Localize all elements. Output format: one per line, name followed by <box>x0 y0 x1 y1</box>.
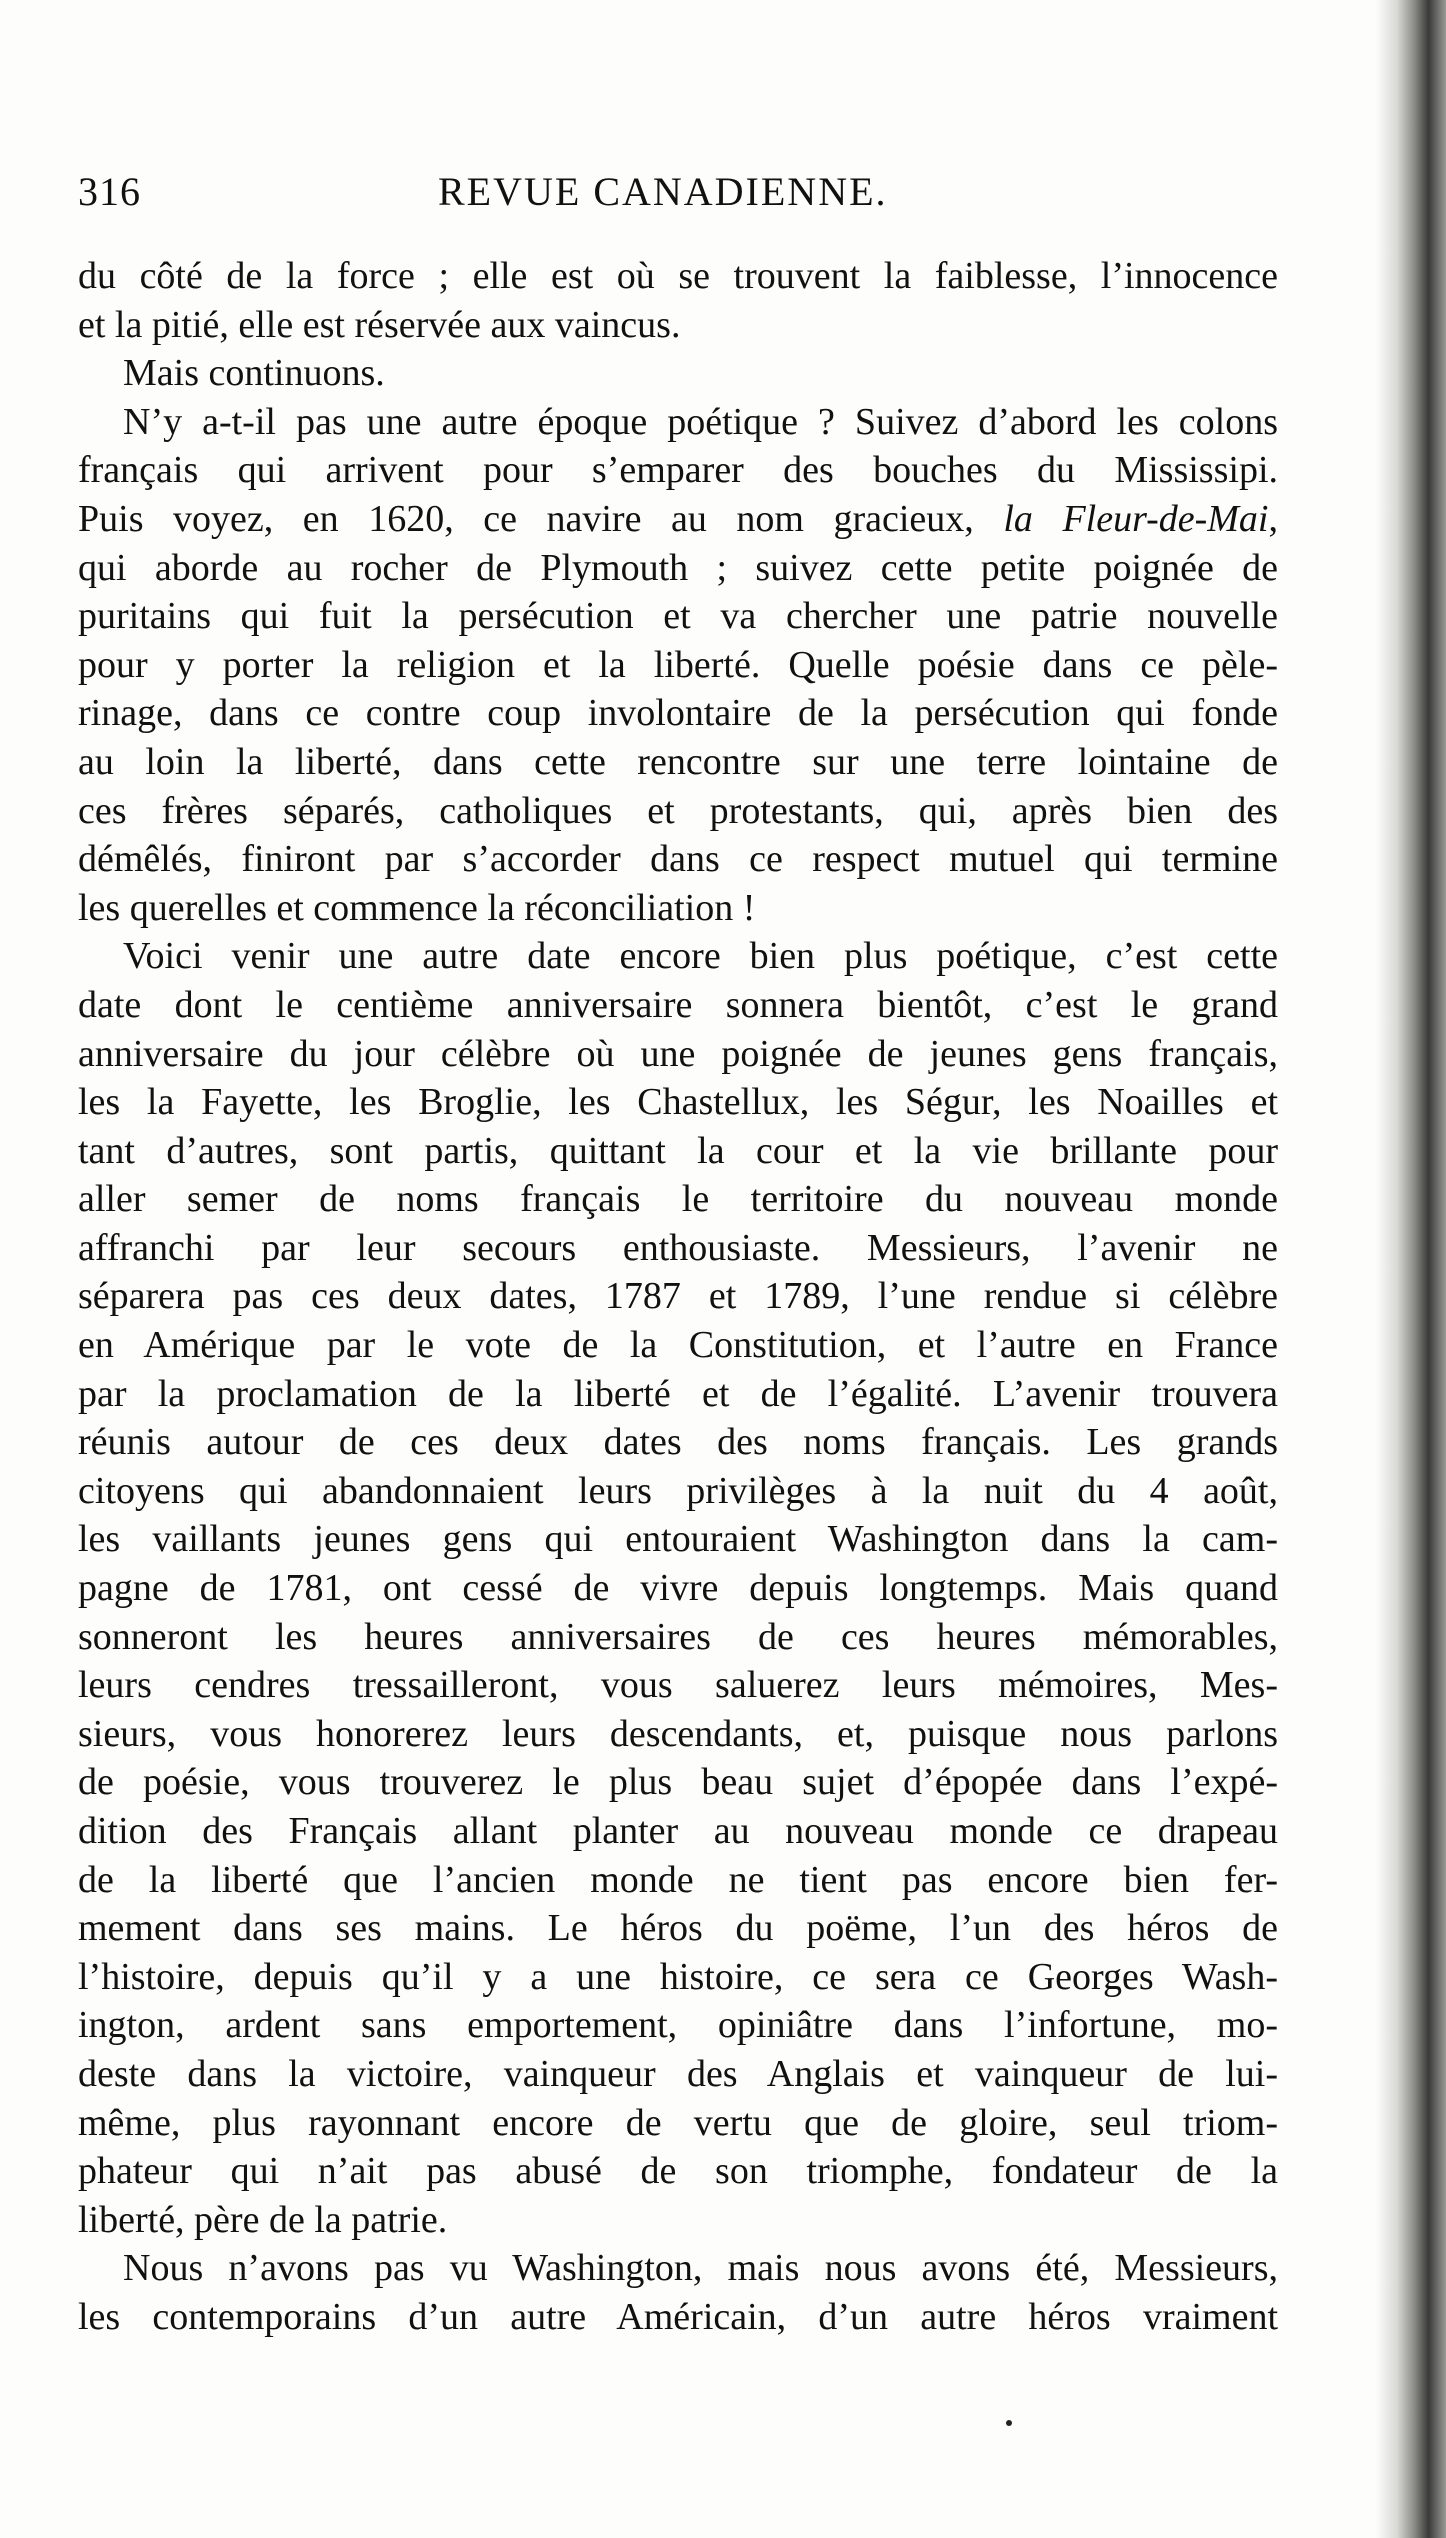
text-line: les la Fayette, les Broglie, les Chastellux, les Ségur, les Noailles et <box>78 1081 1278 1124</box>
running-title: REVUE CANADIENNE. <box>438 169 888 214</box>
text-line: l’histoire, depuis qu’il y a une histoire, ce sera ce Georges Wash- <box>78 1955 1278 1998</box>
text-line: sieurs, vous honorerez leurs descendants, et, puisque nous parlons <box>78 1712 1278 1755</box>
text-line: puritains qui fuit la persécution et va chercher une patrie nouvelle <box>78 595 1278 638</box>
text-line: réunis autour de ces deux dates des noms français. Les grands <box>78 1421 1278 1464</box>
text-line: pagne de 1781, ont cessé de vivre depuis longtemps. Mais quand <box>78 1567 1278 1610</box>
text-line: citoyens qui abandonnaient leurs privilèges à la nuit du 4 août, <box>78 1469 1278 1512</box>
text-line: les contemporains d’un autre Américain, d’un autre héros vraiment <box>78 2295 1278 2338</box>
ink-speck <box>1006 2420 1012 2426</box>
text-line: aller semer de noms français le territoire du nouveau monde <box>78 1178 1278 1221</box>
text-line: qui aborde au rocher de Plymouth ; suivez cette petite poignée de <box>78 546 1278 589</box>
text-line: date dont le centième anniversaire sonnera bientôt, c’est le grand <box>78 983 1278 1026</box>
text-line: dition des Français allant planter au nouveau monde ce drapeau <box>78 1810 1278 1852</box>
text-line: leurs cendres tressailleront, vous saluerez leurs mémoires, Mes- <box>78 1664 1278 1707</box>
text-line: mement dans ses mains. Le héros du poëme, l’un des héros de <box>78 1907 1278 1950</box>
page-number: 316 <box>78 169 141 214</box>
text-line: par la proclamation de la liberté et de l’égalité. L’avenir trouvera <box>78 1372 1278 1415</box>
body-text <box>78 252 1278 2342</box>
text-line: liberté, père de la patrie. <box>78 2198 448 2241</box>
text-line: même, plus rayonnant encore de vertu que de gloire, seul triom- <box>78 2101 1278 2144</box>
text-line: les querelles et commence la réconciliation ! <box>78 886 756 929</box>
text-line: séparera pas ces deux dates, 1787 et 1789, l’une rendue si célèbre <box>78 1275 1278 1318</box>
text-line: Mais continuons. <box>123 352 385 395</box>
text-line: sonneront les heures anniversaires de ces heures mémorables, <box>78 1615 1278 1658</box>
ship-name: la Fleur-de-Mai <box>1003 497 1269 540</box>
page-header <box>78 168 1278 228</box>
text-line: affranchi par leur secours enthousiaste. Messieurs, l’avenir ne <box>78 1226 1278 1269</box>
text-line: Voici venir une autre date encore bien plus poétique, c’est cette <box>123 935 1278 978</box>
text-line: français qui arrivent pour s’emparer des bouches du Mississipi. <box>78 449 1278 492</box>
text-line: tant d’autres, sont partis, quittant la cour et la vie brillante pour <box>78 1129 1278 1172</box>
text-line: et la pitié, elle est réservée aux vaincus. <box>78 303 681 346</box>
text-line: de la liberté que l’ancien monde ne tient pas encore bien fer- <box>78 1858 1278 1901</box>
text-line: du côté de la force ; elle est où se trouvent la faiblesse, l’innocence <box>78 255 1278 297</box>
text-line: Nous n’avons pas vu Washington, mais nous avons été, Messieurs, <box>123 2247 1278 2290</box>
text-line: au loin la liberté, dans cette rencontre sur une terre lointaine de <box>78 740 1278 783</box>
text-line: N’y a-t-il pas une autre époque poétique ? Suivez d’abord les colons <box>123 400 1278 443</box>
text-line: ces frères séparés, catholiques et protestants, qui, après bien des <box>78 789 1278 832</box>
text-line: rinage, dans ce contre coup involontaire de la persécution qui fonde <box>78 692 1278 735</box>
text-line: en Amérique par le vote de la Constitution, et l’autre en France <box>78 1324 1278 1367</box>
text-line: pour y porter la religion et la liberté. Quelle poésie dans ce pèle- <box>78 643 1278 686</box>
text-line: de poésie, vous trouverez le plus beau sujet d’épopée dans l’expé- <box>78 1761 1278 1804</box>
text-line: deste dans la victoire, vainqueur des Anglais et vainqueur de lui- <box>78 2052 1278 2095</box>
text-line: anniversaire du jour célèbre où une poignée de jeunes gens français, <box>78 1032 1278 1075</box>
book-spine-shadow <box>1376 0 1446 2538</box>
text-line: phateur qui n’ait pas abusé de son triomphe, fondateur de la <box>78 2150 1278 2193</box>
text-line: les vaillants jeunes gens qui entouraient Washington dans la cam- <box>78 1518 1278 1561</box>
text-line: ington, ardent sans emportement, opiniâtre dans l’infortune, mo- <box>78 2004 1278 2047</box>
text-line: Puis voyez, en 1620, ce navire au nom gracieux, la Fleur-de-Mai, <box>78 497 1278 540</box>
text-line: démêlés, finiront par s’accorder dans ce respect mutuel qui termine <box>78 838 1278 881</box>
